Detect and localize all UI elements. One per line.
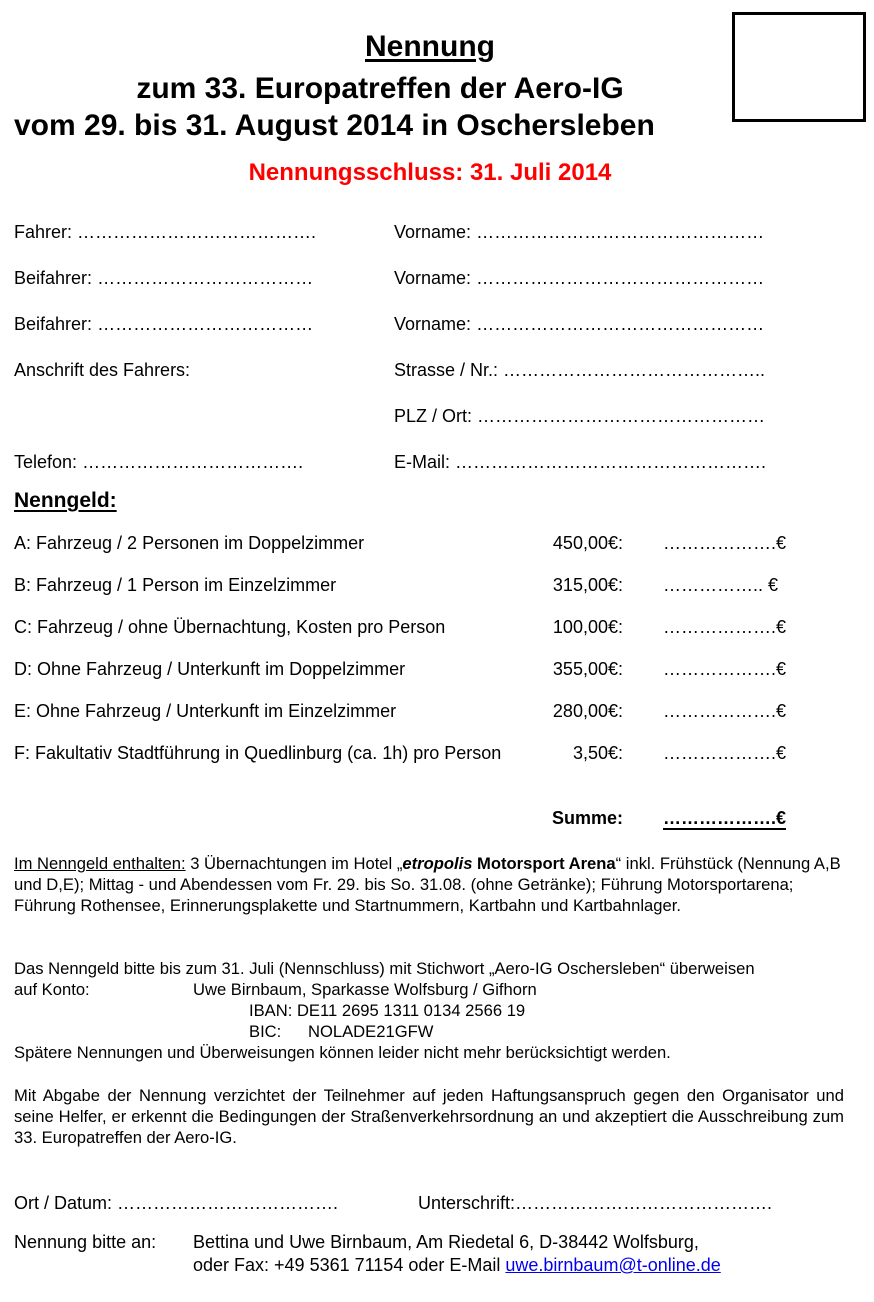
event-title: zum 33. Europatreffen der Aero-IG: [136, 72, 624, 105]
field-driver[interactable]: Fahrer: ………………………………….: [14, 222, 317, 242]
field-firstname-codriver-1[interactable]: Vorname: …………………………………………: [394, 268, 765, 288]
bic: NOLADE21GFW: [308, 1022, 434, 1041]
send-to-address: Bettina und Uwe Birnbaum, Am Riedetal 6, D-38442 Wolfsburg,: [193, 1232, 699, 1252]
field-email[interactable]: E-Mail: …………………………………………….: [394, 452, 767, 472]
liability-disclaimer: Mit Abgabe der Nennung verzichtet der Teilnehmer auf jeden Haftungsanspruch gegen den Organisator und seine Helfer, er erkennt die Bedingungen der Straßenverkehrsordnung an und akzeptiert die Ausschreibung zum 33. Europatreffen der Aero-IG.: [14, 1086, 844, 1147]
field-codriver-1[interactable]: Beifahrer: ………………………………: [14, 268, 314, 288]
iban: IBAN: DE11 2695 1311 0134 2566 19: [249, 1001, 526, 1020]
fee-price-d: 355,00€:: [552, 659, 623, 679]
fee-amount-d[interactable]: ……………….€: [663, 659, 787, 679]
field-place-date[interactable]: Ort / Datum: ……………………………….: [14, 1193, 339, 1213]
field-firstname-codriver-2[interactable]: Vorname: …………………………………………: [394, 314, 765, 334]
hotel-name-bold: Motorsport Arena: [472, 854, 616, 873]
driver-address-label: Anschrift des Fahrers:: [14, 360, 191, 380]
fee-amount-c[interactable]: ……………….€: [663, 617, 787, 637]
fee-amount-e[interactable]: ……………….€: [663, 701, 787, 721]
send-to-label: Nennung bitte an:: [14, 1232, 157, 1252]
fee-label-d: D: Ohne Fahrzeug / Unterkunft im Doppelzimmer: [14, 659, 406, 679]
hotel-name-italic: etropolis: [402, 854, 473, 873]
late-note: Spätere Nennungen und Überweisungen können leider nicht mehr berücksichtigt werden.: [14, 1043, 671, 1062]
fee-label-f: F: Fakultativ Stadtführung in Quedlinburg (ca. 1h) pro Person: [14, 743, 502, 763]
field-firstname-driver[interactable]: Vorname: …………………………………………: [394, 222, 765, 242]
field-signature[interactable]: Unterschrift:…………………………………….: [418, 1193, 773, 1213]
included-paragraph: Im Nenngeld enthalten: 3 Übernachtungen im Hotel „etropolis Motorsport Arena“ inkl. Frühstück (Nennung A,B und D,E); Mittag - und Abendessen vom Fr. 29. bis So. 31.08. (ohne Getränke); Führung Motorsportarena; Führung Rothensee, Erinnerungsplakette und Startnummern, Kartbahn und Kartbahnlager.: [14, 854, 841, 915]
included-label: Im Nenngeld enthalten:: [14, 854, 186, 873]
fee-label-c: C: Fahrzeug / ohne Übernachtung, Kosten pro Person: [14, 617, 446, 637]
field-street[interactable]: Strasse / Nr.: ……………………………………..: [394, 360, 766, 380]
deadline-notice: Nennungsschluss: 31. Juli 2014: [248, 159, 612, 186]
page-title: Nennung: [365, 30, 495, 63]
account-label: auf Konto:: [14, 980, 90, 999]
send-to-contact: oder Fax: +49 5361 71154 oder E-Mail uwe.birnbaum@t-online.de: [193, 1255, 721, 1275]
email-link[interactable]: uwe.birnbaum@t-online.de: [505, 1255, 721, 1275]
field-phone[interactable]: Telefon: ……………………………….: [14, 452, 304, 472]
fees-heading: Nenngeld:: [14, 489, 117, 512]
fee-label-b: B: Fahrzeug / 1 Person im Einzelzimmer: [14, 575, 337, 595]
fee-amount-a[interactable]: ……………….€: [663, 533, 787, 553]
fee-label-e: E: Ohne Fahrzeug / Unterkunft im Einzelzimmer: [14, 701, 397, 721]
account-holder: Uwe Birnbaum, Sparkasse Wolfsburg / Gifhorn: [193, 980, 537, 999]
event-dates: vom 29. bis 31. August 2014 in Oschersleben: [14, 109, 655, 142]
bic-label: BIC:: [249, 1022, 282, 1041]
field-codriver-2[interactable]: Beifahrer: ………………………………: [14, 314, 314, 334]
fee-price-c: 100,00€:: [552, 617, 623, 637]
fee-price-a: 450,00€:: [552, 533, 623, 553]
field-zip-city[interactable]: PLZ / Ort: …………………………………………: [394, 406, 766, 426]
sum-amount[interactable]: ……………….€: [663, 808, 787, 828]
fee-price-b: 315,00€:: [552, 575, 623, 595]
sum-label: Summe:: [551, 808, 623, 828]
fee-amount-f[interactable]: ……………….€: [663, 743, 787, 763]
fee-amount-b[interactable]: …………….. €: [663, 575, 779, 595]
fee-label-a: A: Fahrzeug / 2 Personen im Doppelzimmer: [14, 533, 365, 553]
fee-price-f: 3,50€:: [572, 743, 623, 763]
payment-instruction: Das Nenngeld bitte bis zum 31. Juli (Nennschluss) mit Stichwort „Aero-IG Oschersleben“ überweisen: [14, 959, 755, 978]
fee-price-e: 280,00€:: [552, 701, 623, 721]
